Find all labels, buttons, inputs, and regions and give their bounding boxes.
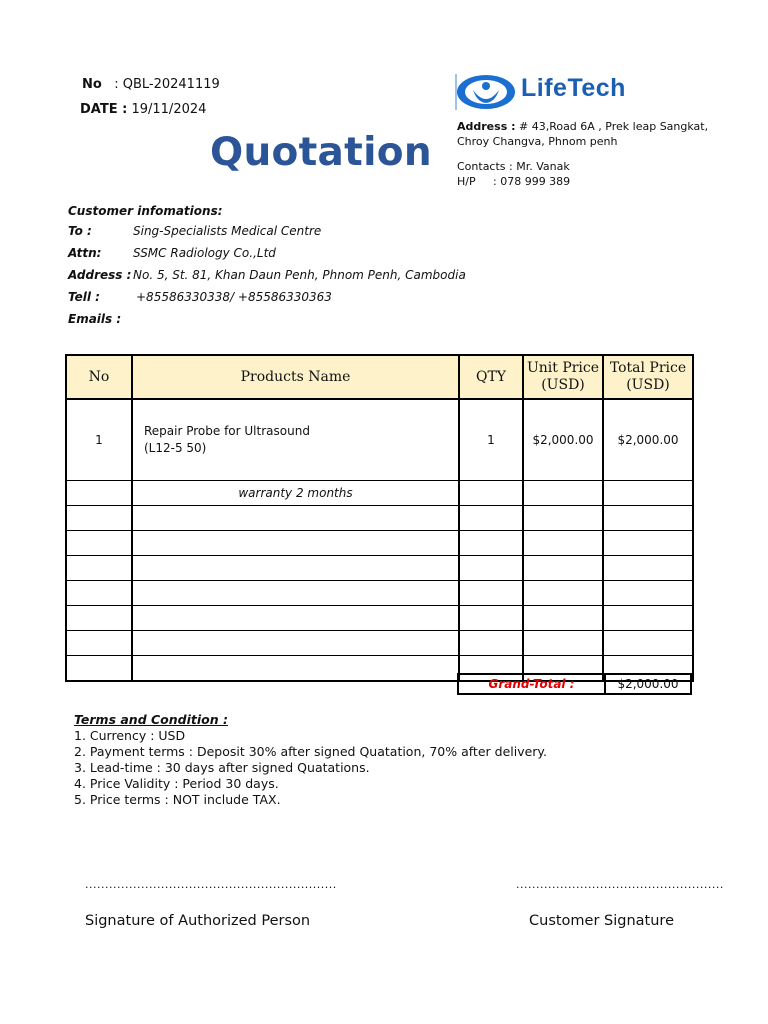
terms-line: 3. Lead-time : 30 days after signed Quatations. [74, 760, 370, 775]
phone-label: H/P [457, 175, 476, 188]
date-value: 19/11/2024 [131, 102, 207, 117]
customer-signature-label: Customer Signature [529, 913, 674, 929]
customer-address-label: Address : [68, 268, 132, 282]
terms-section [74, 712, 547, 808]
company-address-line2: Chroy Changva, Phnom penh [457, 135, 618, 148]
table-row [66, 531, 693, 556]
item-unit-price: $2,000.00 [523, 399, 603, 481]
item-qty: 1 [459, 399, 523, 481]
terms-line: 2. Payment terms : Deposit 30% after signed Quatation, 70% after delivery. [74, 744, 548, 759]
table-row [66, 606, 693, 631]
terms-line: 4. Price Validity : Period 30 days. [74, 776, 279, 791]
to-label: To : [68, 224, 92, 238]
items-table [65, 354, 694, 682]
phone-value: : 078 999 389 [493, 175, 571, 188]
company-logo [455, 68, 675, 114]
customer-signature-line: .................................................... [516, 878, 724, 891]
attn-label: Attn: [68, 246, 102, 260]
company-phone [457, 174, 717, 189]
quotation-number-label: No [82, 77, 102, 92]
terms-line: 5. Price terms : NOT include TAX. [74, 792, 281, 807]
authorized-signature-line: ............................................................... [85, 878, 337, 891]
table-row [66, 481, 693, 506]
terms-line: 1. Currency : USD [74, 728, 186, 743]
item-product: Repair Probe for Ultrasound (L12-5 50) [132, 399, 459, 481]
customer-address-value: No. 5, St. 81, Khan Daun Penh, Phnom Penh, Cambodia [133, 268, 466, 282]
quotation-number-value: : QBL-20241119 [114, 77, 220, 92]
table-header-row [66, 355, 693, 399]
attn-value: SSMC Radiology Co.,Ltd [133, 246, 276, 260]
date-label: DATE : [80, 102, 128, 117]
to-value: Sing-Specialists Medical Centre [133, 224, 322, 238]
grand-total-box [457, 673, 692, 695]
customer-heading: Customer infomations: [68, 204, 223, 218]
warranty-note: warranty 2 months [132, 481, 459, 506]
lifetech-logo-icon [455, 72, 517, 112]
authorized-signature-label: Signature of Authorized Person [85, 913, 311, 929]
item-total-price: $2,000.00 [603, 399, 693, 481]
company-info [457, 119, 717, 189]
item-no: 1 [66, 399, 132, 481]
terms-heading: Terms and Condition : [74, 712, 228, 727]
header-total-price: Total Price (USD) [603, 355, 693, 399]
customer-info [68, 204, 466, 334]
tell-label: Tell : [68, 290, 100, 304]
company-address-value: # 43,Road 6A , Prek leap Sangkat, [518, 120, 709, 133]
logo-wordmark: LifeTech [521, 74, 626, 102]
header-product: Products Name [132, 355, 459, 399]
table-row [66, 631, 693, 656]
grand-total-value: $2,000.00 [617, 677, 679, 691]
page-title: Quotation [210, 130, 432, 175]
table-row [66, 506, 693, 531]
quotation-date [80, 102, 206, 117]
header-qty: QTY [459, 355, 523, 399]
header-unit-price: Unit Price (USD) [523, 355, 603, 399]
company-contacts: Contacts : Mr. Vanak [457, 160, 570, 173]
quotation-number [82, 77, 220, 92]
emails-label: Emails : [68, 312, 122, 326]
table-row [66, 399, 693, 481]
grand-total-label: Grand-Total : [459, 675, 606, 693]
company-address-line1 [457, 119, 717, 134]
tell-value: +85586330338/ +85586330363 [136, 290, 332, 304]
table-row [66, 581, 693, 606]
company-address-label: Address : [457, 120, 516, 133]
table-row [66, 556, 693, 581]
header-no: No [66, 355, 132, 399]
